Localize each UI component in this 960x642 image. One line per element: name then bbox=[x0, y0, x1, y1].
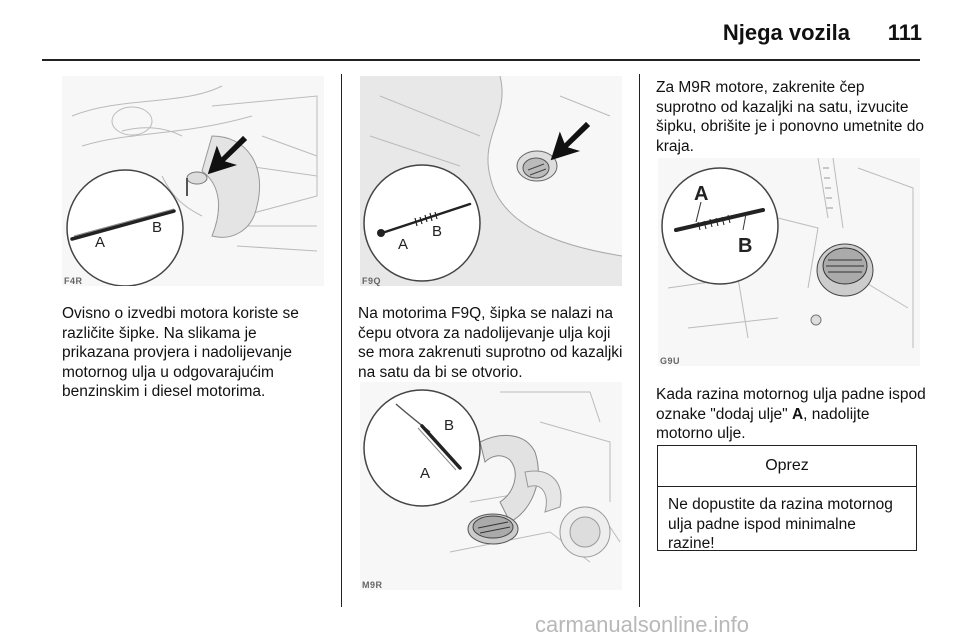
col3-paragraph-mid bbox=[656, 385, 926, 444]
figure-code: F9Q bbox=[362, 276, 382, 286]
caution-body: Ne dopustite da razina motornog ulja padne ispod minimalne razine! bbox=[668, 496, 893, 552]
mid-text-after: , nadolijte motorno ulje. bbox=[656, 405, 870, 442]
col3-paragraph-top: Za M9R motore, zakrenite čep suprotno od kazaljki na satu, izvucite šipku, obrišite je i ponovno umetnite do kraja. bbox=[656, 79, 924, 155]
col1-paragraph: Ovisno o izvedbi motora koriste se različite šipke. Na slikama je prikazana provjera i nadolijevanje motornog ulja u odgovarajućim benzinskim i diesel motorima. bbox=[62, 305, 299, 400]
page-number: 111 bbox=[887, 20, 922, 45]
caution-box bbox=[657, 445, 917, 551]
illustration-g9u bbox=[658, 158, 920, 366]
mid-text-before: Kada razina motornog ulja padne ispod oznake "dodaj ulje" bbox=[656, 386, 926, 423]
figure-f4r bbox=[62, 76, 324, 286]
label-a: A bbox=[398, 236, 409, 253]
figure-m9r bbox=[360, 382, 622, 590]
label-b: B bbox=[738, 235, 753, 257]
col2-paragraph: Na motorima F9Q, šipka se nalazi na čepu otvora za nadolijevanje ulja koji se mora zakrenuti suprotno od kazaljki na satu da bi se otvorio. bbox=[358, 305, 623, 381]
label-b: B bbox=[152, 219, 163, 236]
figure-code: G9U bbox=[660, 356, 681, 366]
figure-code: F4R bbox=[64, 276, 83, 286]
label-a: A bbox=[95, 234, 106, 251]
mid-text-bold: A bbox=[791, 405, 804, 423]
figure-g9u bbox=[658, 158, 920, 366]
caution-title: Oprez bbox=[658, 446, 916, 487]
label-a: A bbox=[420, 465, 431, 482]
figure-f9q bbox=[360, 76, 622, 286]
section-title: Njega vozila bbox=[722, 20, 850, 45]
illustration-f9q bbox=[360, 76, 622, 286]
column-divider-1 bbox=[341, 74, 342, 607]
illustration-f4r bbox=[62, 76, 324, 286]
illustration-m9r bbox=[360, 382, 622, 590]
column-divider-2 bbox=[639, 74, 640, 607]
header-divider bbox=[42, 59, 920, 61]
label-b: B bbox=[432, 223, 443, 240]
label-b: B bbox=[444, 417, 455, 434]
label-a: A bbox=[694, 183, 709, 205]
watermark: carmanualsonline.info bbox=[535, 612, 750, 637]
figure-code: M9R bbox=[362, 580, 383, 590]
